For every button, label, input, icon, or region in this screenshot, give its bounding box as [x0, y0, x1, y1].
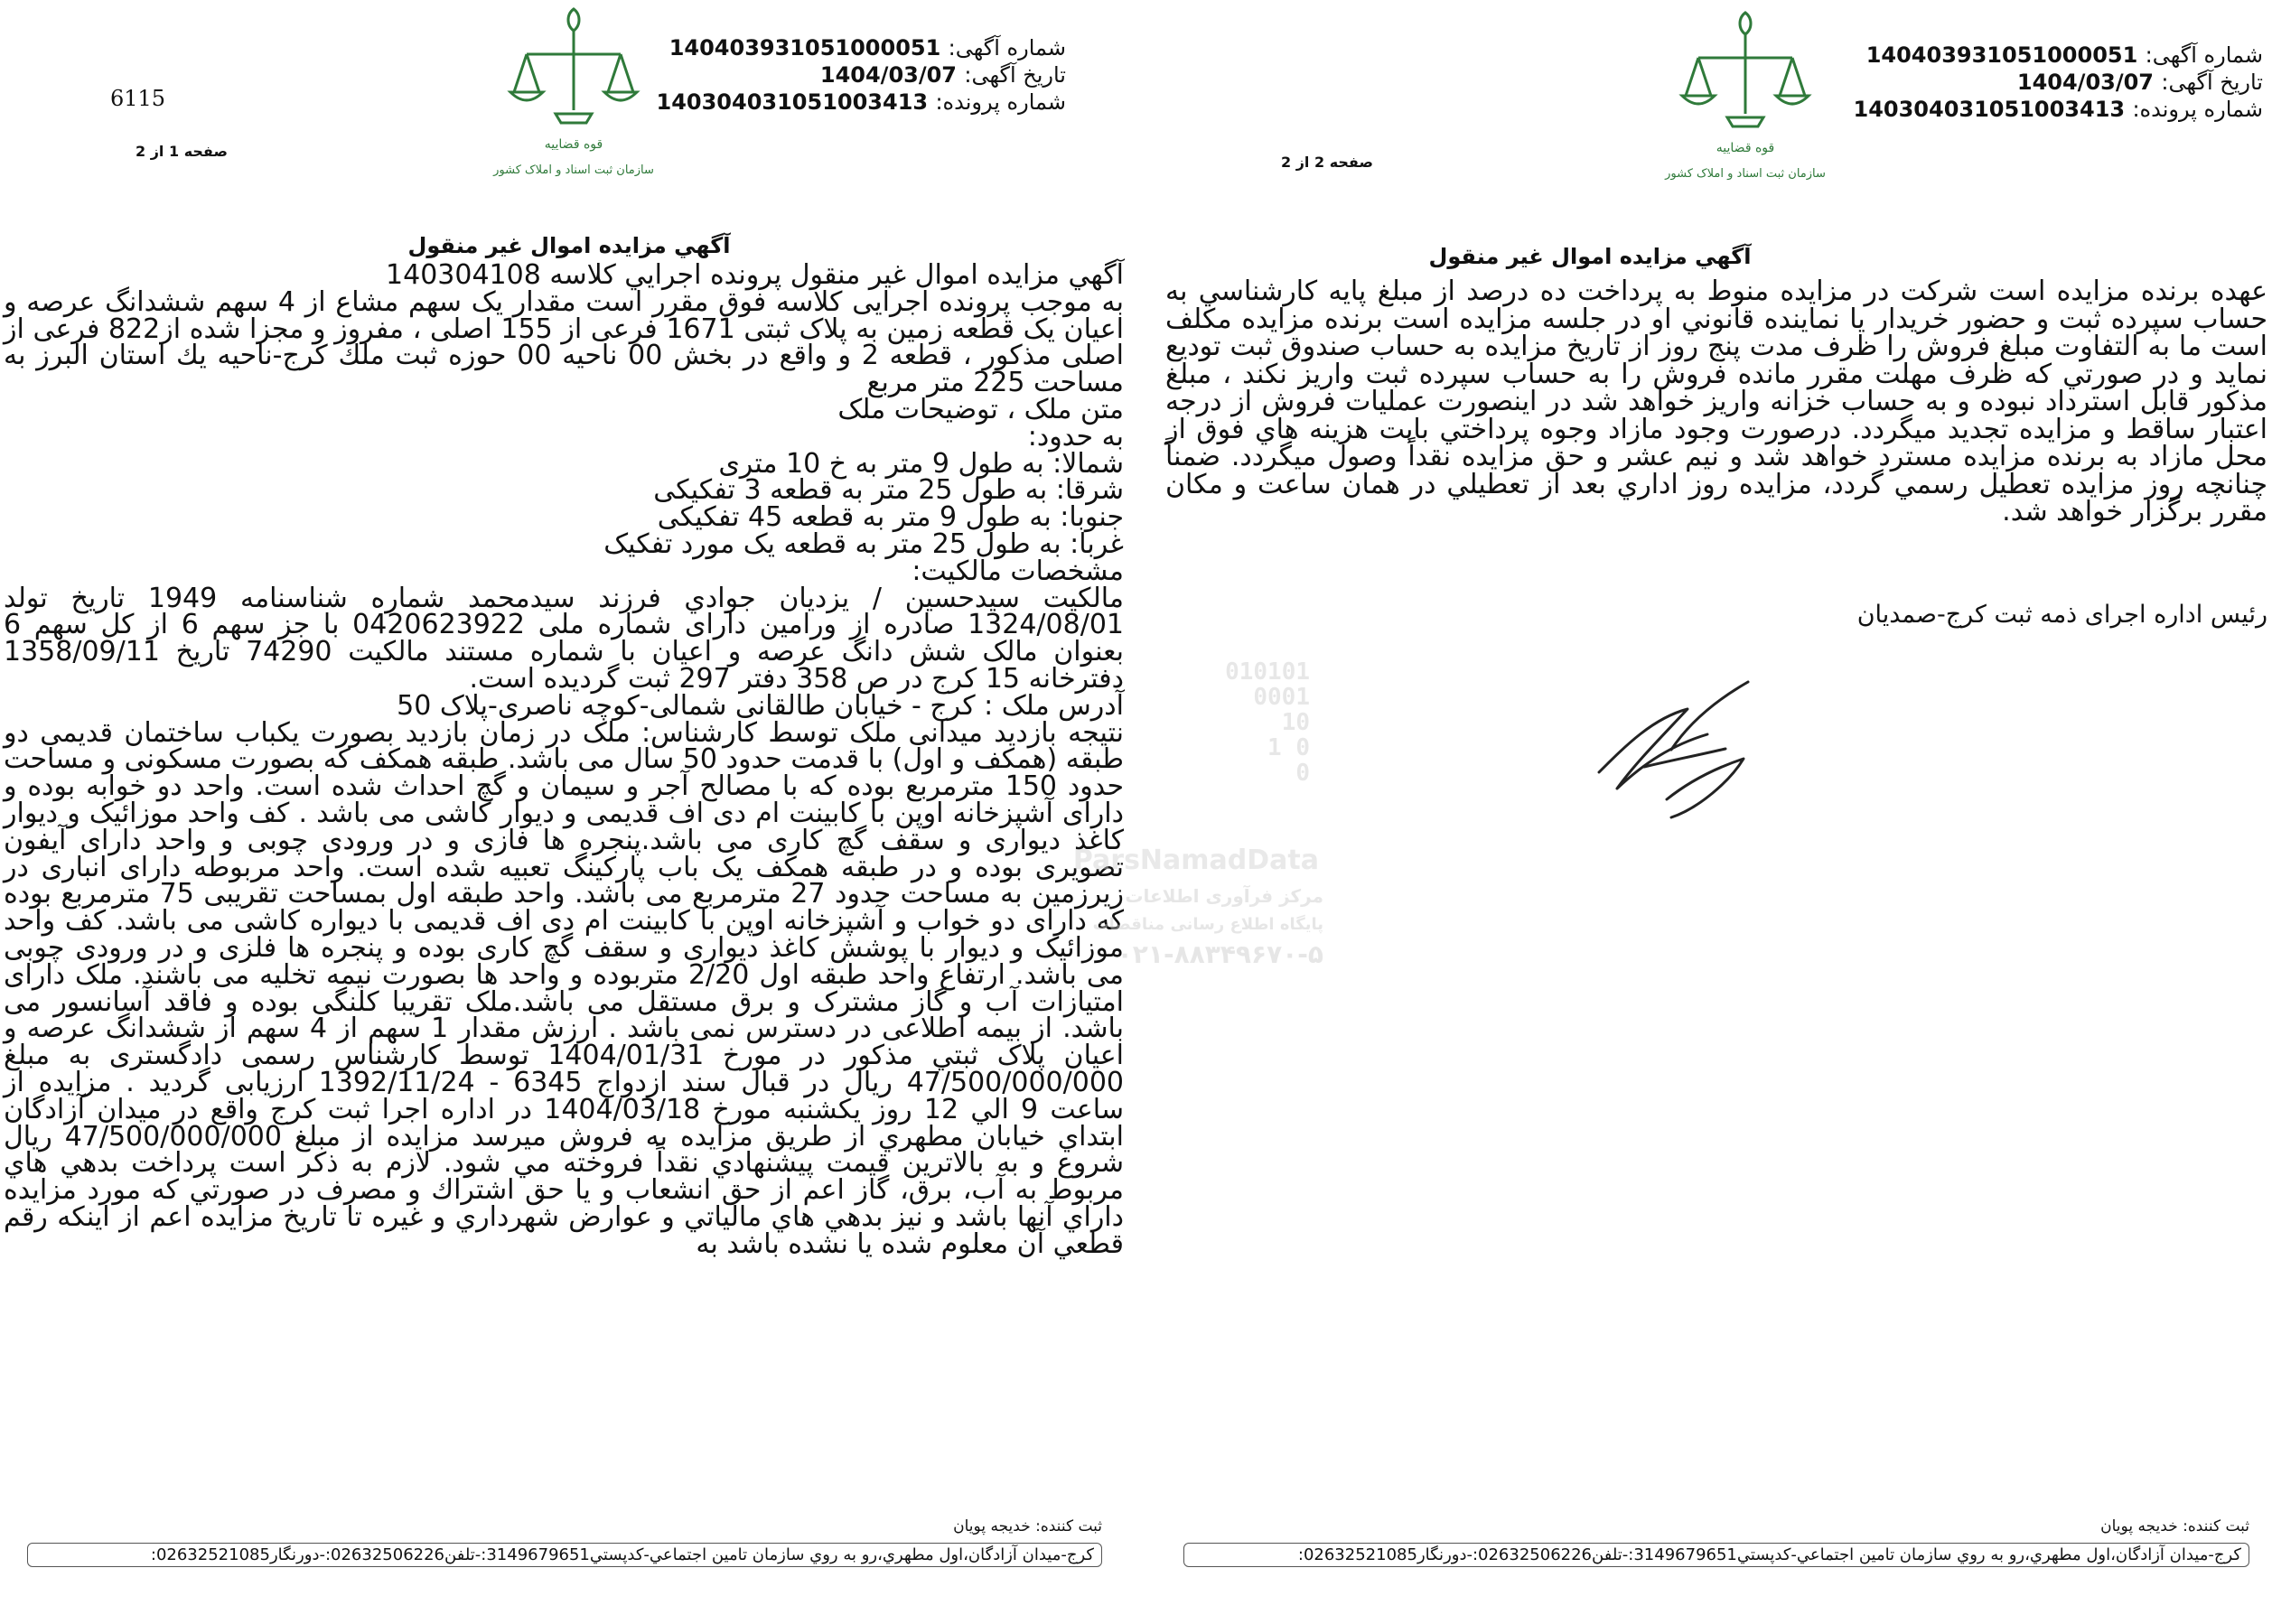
registrar-label: ثبت كننده:	[2183, 1517, 2249, 1535]
watermark-brand: ParsNamadData	[1072, 845, 1319, 876]
boundaries-label: به حدود:	[1027, 420, 1124, 453]
page-indicator: صفحه 1 از 2	[136, 143, 228, 160]
page-footer	[27, 1517, 1102, 1567]
watermark-digits: 010101 0001 10 1 0 0	[1225, 658, 1310, 787]
registrar	[27, 1517, 1102, 1535]
property-address: آدرس ملک : کرج - خیابان طالقانی شمالی-کوچه ناصری-پلاک 50	[397, 689, 1124, 722]
case-number-label: شماره پرونده:	[935, 89, 1066, 115]
office-address: كرج-ميدان آزادگان،اول مطهري،رو به روي سازمان تامين اجتماعي-كدپستي3149679651:-تلفن02632506226:-دورنگار02632521085:	[27, 1543, 1102, 1567]
inspection-result: نتیجه بازدید میدانی ملک توسط کارشناس: ملک در زمان بازدید بصورت یکباب ساختمان قدیمی دو طبقه (همکف و اول) با قدمت حدود 50 سال می باشد. طبقه همکف که بصورت مسکونی و مساحت حدود 150 مترمربع بوده که با مصالح آجر و سیمان و گچ احداث شده است. واحد دو خوابه بوده و دارای آشپزخانه اوپن با کابینت ام دی اف قدیمی و دیوار کاشی می باشد . کف واحد موزائیک و دیوار کاغذ دیواری و سقف گچ کاری می باشد.پنجره ها فازی و در ورودی چوبی و واحد دارای آیفون تصویری بوده و در طبقه همکف یک باب پارکینگ تعبیه شده است. واحد مربوطه دارای انباری در زیرزمین به مساحت حدود 27 مترمربع می باشد. واحد طبقه اول بمساحت تقریبی 75 مترمربع بوده که دارای دو خواب و آشپزخانه اوپن با کابینت ام دی اف قدیمی با دیواره کاشی می باشد. کف واحد موزائیک و دیوار با پوشش کاغذ دیواری و سقف گچ کاری بوده و پنجره ها فلزی و در ورودی چوبی می باشد. ارتفاع واحد طبقه اول 2/20 متربوده و واحد ها بصورت نیمه تخلیه می باشند. ملک دارای امتیازات آب و گاز مشترک و برق مستقل می باشد.ملک تقریبا کلنگی بوده و فاقد آسانسور می باشد. از بیمه اطلاعی در دسترس نمی باشد . ارزش مقدار 1 سهم از 4 سهم از ششدانگ عرصه و اعيان پلاک ثبتي مذکور در مورخ 1404/01/31 توسط کارشناس رسمی دادگستری به مبلغ 47/500/000/000 ريال در قبال سند ازدواج 6345 - 1392/11/24 ارزیابی گردید . مزایده از ساعت 9 الي 12 روز يكشنبه مورخ 1404/03/18 در اداره اجرا ثبت كرج واقع در ميدان آزادگان ابتداي خيابان مطهري از طريق مزايده به فروش ميرسد مزايده از مبلغ 47/500/000/000 ريال شروع و به بالاترين قيمت پيشنهادي نقداً فروخته مي شود. لازم به ذکر است پرداخت بدهي هاي مربوط به آب، برق، گاز اعم از حق انشعاب و يا حق اشتراك و مصرف در صورتي كه مورد مزايده داراي آنها باشد و نيز بدهي هاي مالياتي و عوارض شهرداري و غيره تا تاريخ مزايده اعم از اينكه رقم قطعي آن معلوم شده يا نشده باشد به	[4, 716, 1125, 1260]
notice-date: 1404/03/07	[2016, 70, 2154, 95]
registrar-name: خديجه پويان	[2100, 1517, 2178, 1535]
case-heading: آگهي مزايده اموال غير منقول پرونده اجرايي كلاسه 140304108	[386, 259, 1124, 291]
watermark-line-1: مرکز فرآوری اطلاعات	[1125, 885, 1323, 907]
svg-text:سازمان ثبت اسناد و املاک کشور: سازمان ثبت اسناد و املاک کشور	[1665, 167, 1826, 181]
page-indicator: صفحه 2 از 2	[1281, 154, 1373, 171]
property-description: به موجب پرونده اجرایی کلاسه فوق مقرر است مقدار یک سهم مشاع از 4 سهم ششدانگ عرصه و اعیان یک قطعه زمین به پلاک ثبتی 1671 فرعی از 155 اصلی ، مفروز و مجزا شده از822 فرعی از اصلی مذکور ، قطعه 2 و واقع در بخش 00 ناحیه 00 حوزه ثبت ملك كرج-ناحيه يك استان البرز به مساحت 225 متر مربع	[4, 285, 1124, 399]
signature-icon	[1581, 673, 1789, 835]
notice-page-2	[1165, 0, 2272, 1624]
notice-date-label: تاریخ آگهی:	[964, 62, 1066, 88]
case-number-label: شماره پرونده:	[2132, 97, 2263, 122]
notice-number-label: شماره آگهی:	[2145, 42, 2263, 68]
notice-title: آگهي مزايده اموال غير منقول	[407, 233, 731, 258]
watermark-line-2: پایگاه اطلاع رسانی مناقصات	[1092, 915, 1323, 934]
boundary-north: شمالا: به طول 9 متر به خ 10 متری	[718, 447, 1124, 480]
svg-text:قوه قضاییه: قوه قضاییه	[1716, 141, 1775, 155]
case-number: 140304031051003413	[656, 89, 929, 115]
boundary-west: غربا: به طول 25 متر به قطعه یک مورد تفکیک	[603, 527, 1124, 560]
boundary-south: جنوبا: به طول 9 متر به قطعه 45 تفکیکی	[657, 501, 1124, 534]
judiciary-emblem-icon	[1655, 5, 1836, 195]
watermark-phone: ۰۲۱-۸۸۳۴۹۶۷۰-۵	[1117, 939, 1323, 969]
notice-meta	[1853, 42, 2263, 123]
ownership-details: مالکيت سيدحسين / يزديان جوادي فرزند سيدمحمد شماره شناسنامه 1949 تاريخ تولد 1324/08/01 صادره از ورامین دارای شماره ملی 0420623922 با جز سهم 6 از کل سهم 6 بعنوان مالک شش دانگ عرصه و اعیان با شماره مستند مالکیت 74290 تاریخ 1358/09/11 دفترخانه 15 کرج در ص 358 دفتر 297 ثبت گردیده است.	[4, 582, 1125, 695]
boundary-east: شرقا: به طول 25 متر به قطعه 3 تفکیکی	[653, 474, 1124, 507]
margin-number: 6115	[110, 86, 166, 111]
svg-text:سازمان ثبت اسناد و املاک کشور: سازمان ثبت اسناد و املاک کشور	[493, 163, 654, 177]
property-text-label: متن ملک ، توضیحات ملک	[837, 393, 1124, 425]
notice-body	[4, 259, 1125, 1260]
ownership-label: مشخصات مالکیت:	[912, 555, 1124, 587]
notice-number: 140403931051000051	[1865, 42, 2138, 68]
auction-terms: عهده برنده مزايده است شركت در مزايده منوط به پرداخت ده درصد از مبلغ پايه كارشناسي به حساب سپرده ثبت و حضور خريدار يا نماينده قانوني او در جلسه مزايده است برنده مزايده مكلف است ما به التفاوت مبلغ فروش را ظرف مدت پنج روز از تاريخ مزايده به حساب صندوق ثبت توديع نمايد و در صورتي كه ظرف مهلت مقرر مانده فروش را به حساب سپرده ثبت واريز نكند ، مبلغ مذكور قابل استرداد نبوده و به حساب خزانه واريز خواهد شد در اينصورت عمليات فروش از درجه اعتبار ساقط و مزايده تجديد ميگردد. درصورت وجود مازاد وجوه پرداختي بابت هزينه هاي فوق از محل مازاد به برنده مزايده مسترد خواهد شد و نيم عشر و حق مزايده نقداً وصول ميگردد. ضمناً چنانچه روز مزايده تعطيل رسمي گردد، مزايده روز اداري بعد از تعطيلي در همان ساعت و مكان مقرر برگزار خواهد شد.	[1165, 275, 2267, 527]
judiciary-emblem-icon	[483, 2, 664, 191]
office-address: كرج-ميدان آزادگان،اول مطهري،رو به روي سازمان تامين اجتماعي-كدپستي3149679651:-تلفن02632506226:-دورنگار02632521085:	[1183, 1543, 2249, 1567]
notice-title: آگهي مزايده اموال غير منقول	[1428, 244, 1752, 269]
notice-meta	[656, 34, 1066, 116]
registrar-name: خديجه پويان	[953, 1517, 1031, 1535]
page-footer	[1183, 1517, 2249, 1567]
signatory-title: رئيس اداره اجراى ذمه ثبت كرج-صمديان	[1856, 601, 2267, 629]
registrar-label: ثبت كننده:	[1035, 1517, 1102, 1535]
notice-date: 1404/03/07	[819, 62, 957, 88]
notice-date-label: تاریخ آگهی:	[2161, 70, 2263, 95]
case-number: 140304031051003413	[1853, 97, 2126, 122]
notice-number-label: شماره آگهی:	[948, 35, 1066, 61]
svg-text:قوه قضاییه: قوه قضاییه	[544, 137, 603, 152]
notice-number: 140403931051000051	[669, 35, 941, 61]
registrar	[1183, 1517, 2249, 1535]
